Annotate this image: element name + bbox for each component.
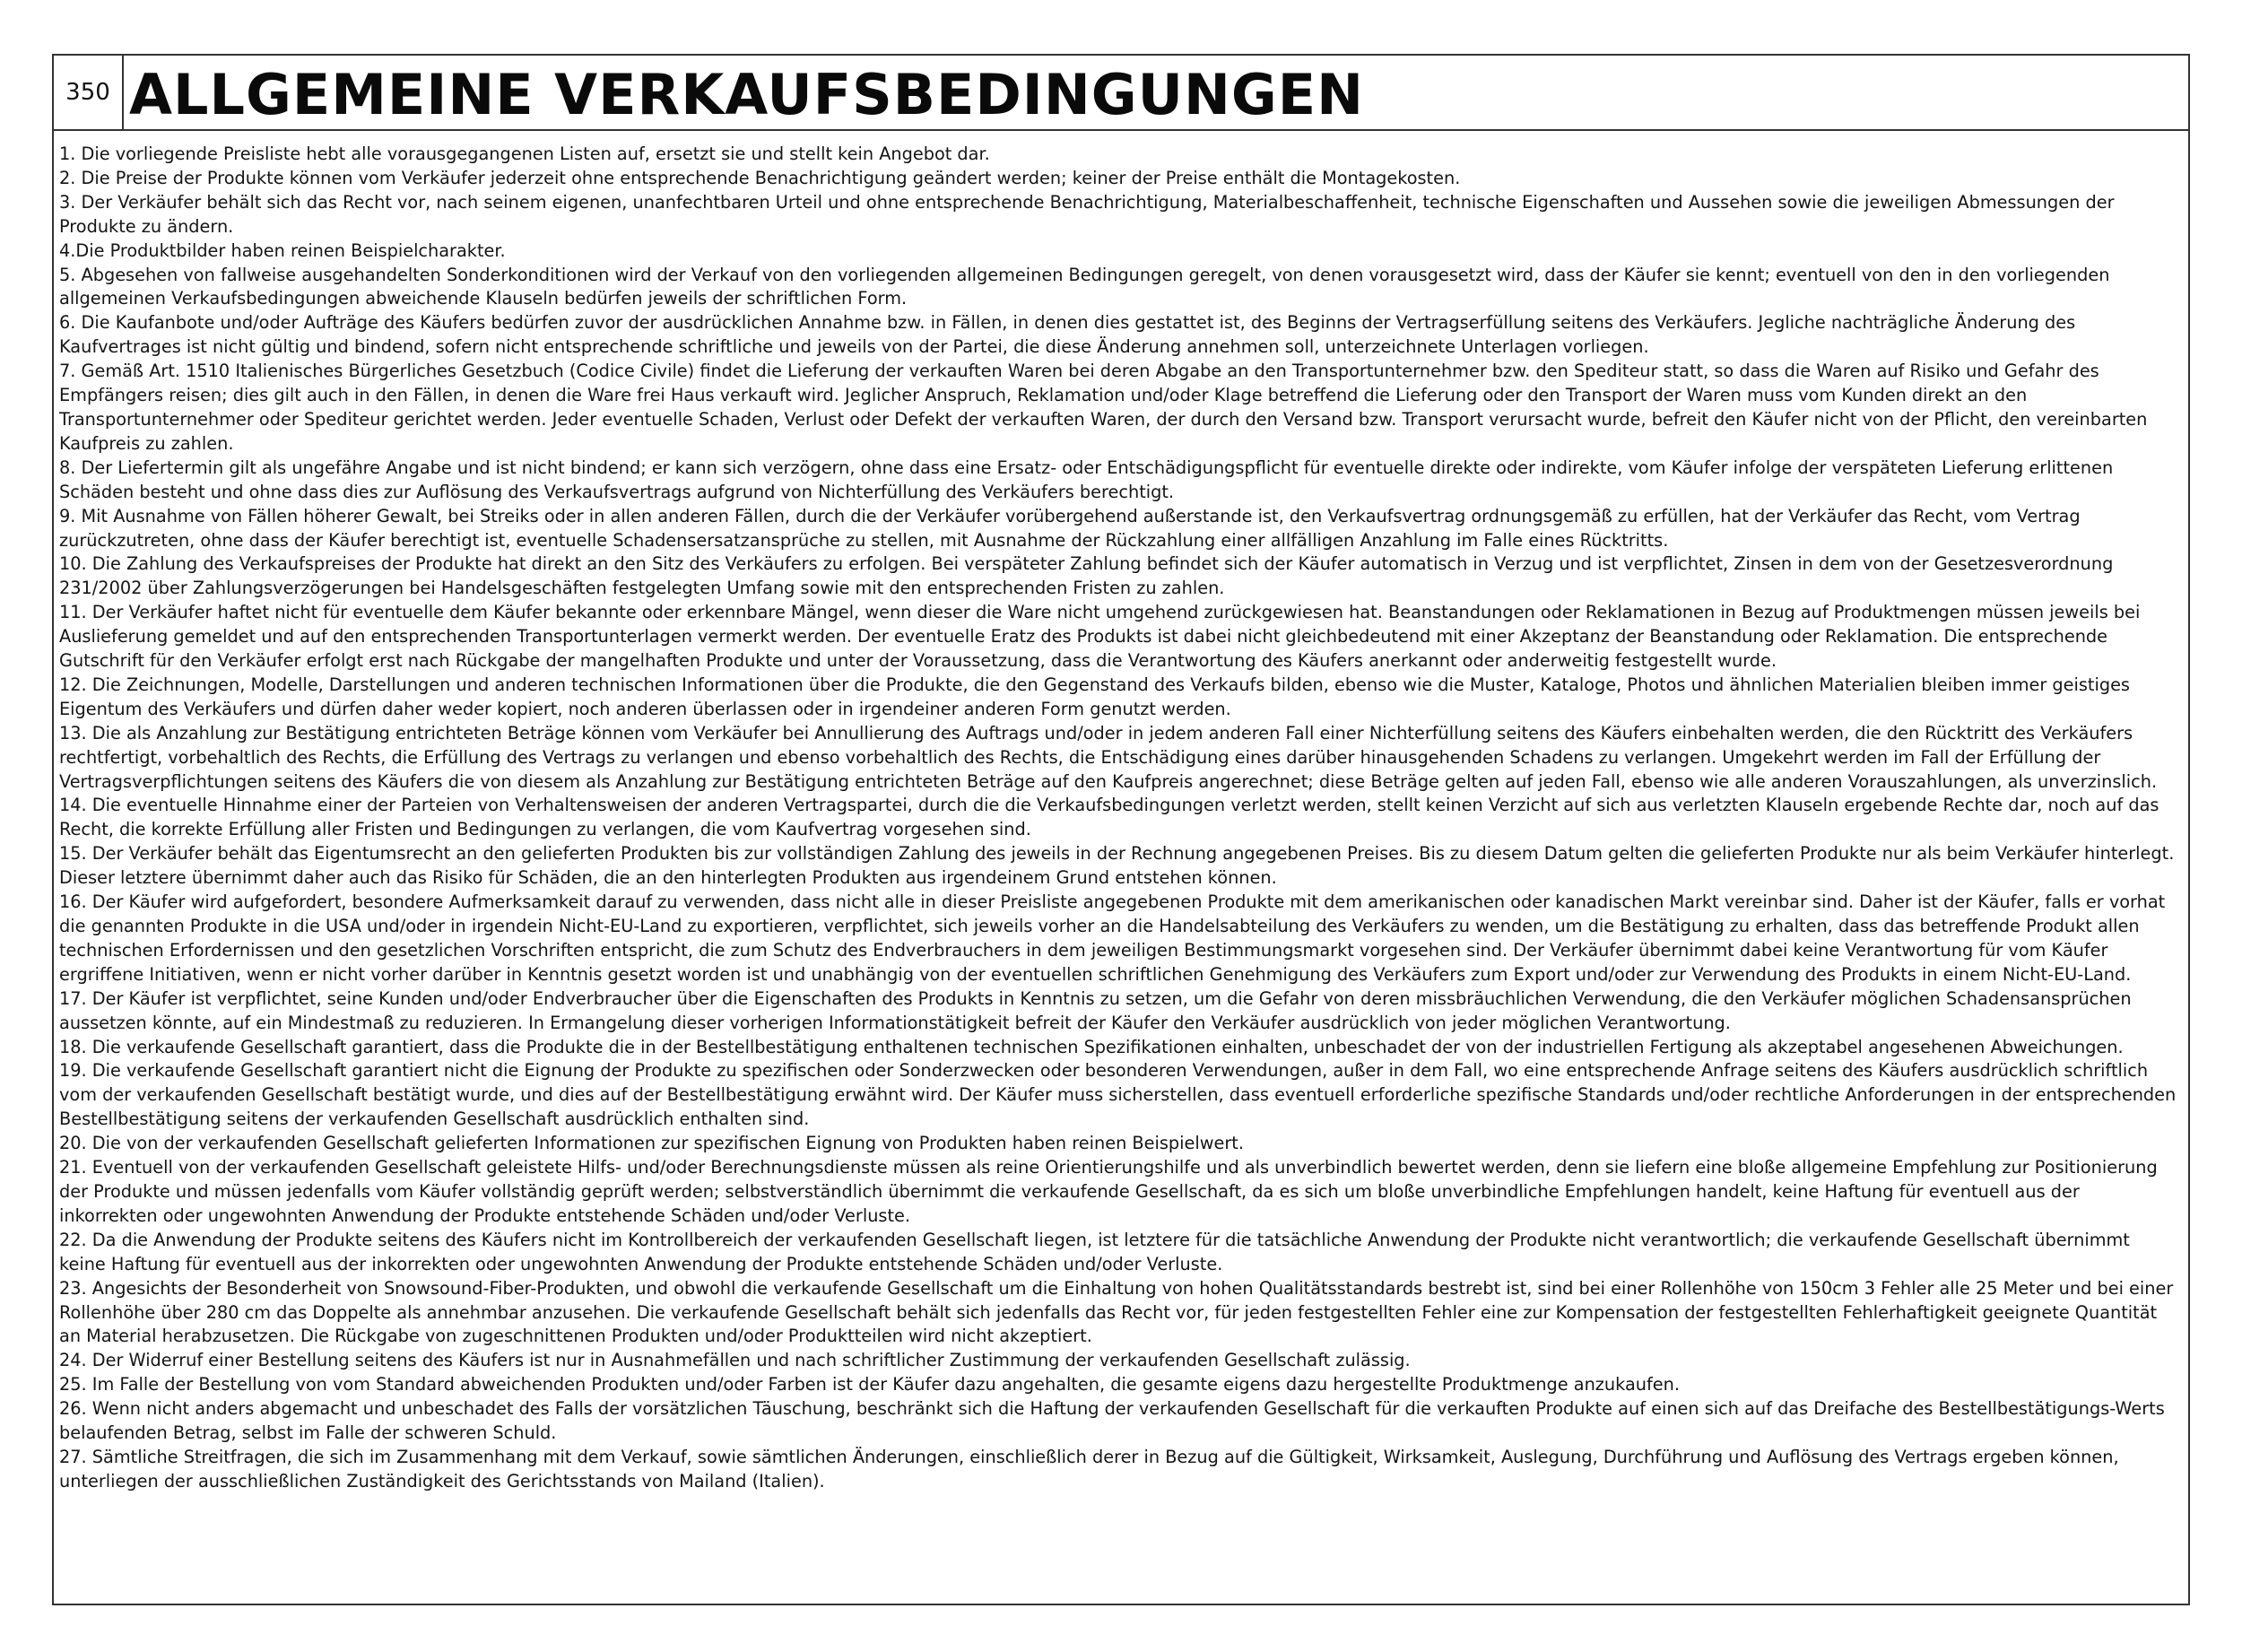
term-item: 21. Eventuell von der verkaufenden Gesellschaft geleistete Hilfs- und/oder Berechnungsdienste müssen als reine Orientierungshilfe und als unverbindlich bewertet werden, denn sie liefern eine bloße allgemeine Empfehlung zur Positionierung der Produkte und müssen jedenfalls vom Käufer vollständig geprüft werden; selbstverständlich übernimmt die verkaufende Gesellschaft, da es sich um bloße unverbindliche Empfehlungen handelt, keine Haftung für eventuell aus der inkorrekten oder ungewohnten Anwendung der Produkte entstehende Schäden und/oder Verluste. xyxy=(59,1157,2158,1226)
term-item: 4.Die Produktbilder haben reinen Beispielcharakter. xyxy=(59,239,506,261)
term-item: 18. Die verkaufende Gesellschaft garantiert, dass die Produkte die in der Bestellbestätigung enthaltenen technischen Spezifikationen einhalten, unbeschadet der von der industriellen Fertigung als akzeptabel angesehenen Abweichungen. xyxy=(59,1036,2124,1057)
page-number: 350 xyxy=(54,56,124,129)
terms-frame xyxy=(52,54,2190,1605)
term-item: 12. Die Zeichnungen, Modelle, Darstellungen und anderen technischen Informationen über die Produkte, die den Gegenstand des Verkaufs bilden, ebenso wie die Muster, Kataloge, Photos und ähnlichen Materialien bleiben immer geistiges Eigentum des Verkäufers und dürfen daher weder kopiert, noch anderen überlassen oder in irgendeiner anderen Form genutzt werden. xyxy=(59,674,2130,719)
term-item: 14. Die eventuelle Hinnahme einer der Parteien von Verhaltensweisen der anderen Vertragspartei, durch die die Verkaufsbedingungen verletzt werden, stellt keinen Verzicht auf sich aus verletzten Klauseln ergebende Rechte dar, noch auf das Recht, die korrekte Erfüllung aller Fristen und Bedingungen zu verlangen, die vom Kaufvertrag vorgesehen sind. xyxy=(59,795,2159,840)
term-item: 25. Im Falle der Bestellung von vom Standard abweichenden Produkten und/oder Farben ist der Käufer dazu angehalten, die gesamte eigens dazu hergestellte Produktmenge anzukaufen. xyxy=(59,1374,1681,1396)
term-item: 8. Der Liefertermin gilt als ungefähre Angabe und ist nicht bindend; er kann sich verzögern, ohne dass eine Ersatz- oder Entschädigungspflicht für eventuelle direkte oder indirekte, vom Käufer infolge der verspäteten Lieferung erlittenen Schäden besteht und ohne dass dies zur Auflösung des Verkaufsvertrags aufgrund von Nichterfüllung des Verkäufers berechtigt. xyxy=(59,456,2114,502)
terms-list xyxy=(59,143,2181,1494)
term-item: 22. Da die Anwendung der Produkte seitens des Käufers nicht im Kontrollbereich der verkaufenden Gesellschaft liegen, ist letztere für die tatsächliche Anwendung der Produkte nicht verantwortlich; die verkaufende Gesellschaft übernimmt keine Haftung für eventuell aus der inkorrekten oder ungewohnten Anwendung der Produkte entstehende Schäden und/oder Verluste. xyxy=(59,1229,2130,1274)
term-item: 5. Abgesehen von fallweise ausgehandelten Sonderkonditionen wird der Verkauf von den vorliegenden allgemeinen Bedingungen geregelt, von denen vorausgesetzt wird, dass der Käufer sie kennt; eventuell von den in den vorliegenden allgemeinen Verkaufsbedingungen abweichende Klauseln bedürfen jeweils der schriftlichen Form. xyxy=(59,264,2110,309)
term-item: 26. Wenn nicht anders abgemacht und unbeschadet des Falls der vorsätzlichen Täuschung, beschränkt sich die Haftung der verkaufenden Gesellschaft für die verkauften Produkte auf einen sich auf das Dreifache des Bestellbestätigungs-Werts belaufenden Betrag, selbst im Falle der schweren Schuld. xyxy=(59,1398,2165,1444)
term-item: 7. Gemäß Art. 1510 Italienisches Bürgerliches Gesetzbuch (Codice Civile) findet die Lieferung der verkauften Waren bei deren Abgabe an den Transportunternehmer bzw. den Spediteur statt, so dass die Waren auf Risiko und Gefahr des Empfängers reisen; dies gilt auch in den Fällen, in denen die Ware frei Haus verkauft wird. Jeglicher Anspruch, Reklamation und/oder Klage betreffend die Lieferung oder den Transport der Waren muss vom Kunden direkt an den Transportunternehmer oder Spediteur gerichtet werden. Jeder eventuelle Schaden, Verlust oder Defekt der verkauften Waren, der durch den Versand bzw. Transport verursacht wurde, befreit den Käufer nicht von der Pflicht, den vereinbarten Kaufpreis zu zahlen. xyxy=(59,361,2148,454)
term-item: 27. Sämtliche Streitfragen, die sich im Zusammenhang mit dem Verkauf, sowie sämtlichen Änderungen, einschließlich derer in Bezug auf die Gültigkeit, Wirksamkeit, Auslegung, Durchführung und Auflösung des Vertrags ergeben können, unterliegen der ausschließlichen Zuständigkeit des Gerichtsstands von Mailand (Italien). xyxy=(59,1446,2119,1491)
term-item: 23. Angesichts der Besonderheit von Snowsound-Fiber-Produkten, und obwohl die verkaufende Gesellschaft um die Einhaltung von hohen Qualitätsstandards bestrebt ist, sind bei einer Rollenhöhe von 150cm 3 Fehler alle 25 Meter und bei einer Rollenhöhe über 280 cm das Doppelte als annehmbar anzusehen. Die verkaufende Gesellschaft behält sich jedenfalls das Recht vor, für jeden festgestellten Fehler eine zur Kompensation der festgestellten Fehlerhaftigkeit geeignete Quantität an Material herabzusetzen. Die Rückgabe von zugeschnittenen Produkten und/oder Produktteilen wird nicht akzeptiert. xyxy=(59,1277,2174,1347)
term-item: 6. Die Kaufanbote und/oder Aufträge des Käufers bedürfen zuvor der ausdrücklichen Annahme bzw. in Fällen, in denen dies gestattet ist, des Beginns der Vertragserfüllung seitens des Verkäufers. Jegliche nachträgliche Änderung des Kaufvertrages ist nicht gültig und bindend, sofern nicht entsprechende schriftliche und jeweils von der Partei, die diese Änderung annehmen soll, unterzeichnete Unterlagen vorliegen. xyxy=(59,312,2076,358)
term-item: 1. Die vorliegende Preisliste hebt alle vorausgegangenen Listen auf, ersetzt sie und stellt kein Angebot dar. xyxy=(59,143,990,164)
term-item: 9. Mit Ausnahme von Fällen höherer Gewalt, bei Streiks oder in allen anderen Fällen, durch die der Verkäufer vorübergehend außerstande ist, den Verkaufsvertrag ordnungsgemäß zu erfüllen, hat der Verkäufer das Recht, vom Vertrag zurückzutreten, ohne dass der Käufer berechtigt ist, eventuelle Schadensersatzansprüche zu stellen, mit Ausnahme der Rückzahlung einer allfälligen Anzahlung im Falle eines Rücktritts. xyxy=(59,505,2081,551)
page-title: ALLGEMEINE VERKAUFSBEDINGUNGEN xyxy=(129,62,1365,127)
term-item: 13. Die als Anzahlung zur Bestätigung entrichteten Beträge können vom Verkäufer bei Annullierung des Auftrags und/oder in jedem anderen Fall einer Nichterfüllung seitens des Käufers einbehalten werden, die den Rücktritt des Verkäufers rechtfertigt, vorbehaltlich des Rechts, die Erfüllung des Vertrags zu verlangen und ebenso vorbehaltlich des Rechts, die Entschädigung eines darüber hinausgehenden Schadens zu verlangen. Umgekehrt werden im Fall der Erfüllung der Vertragsverpflichtungen seitens des Käufers die von diesem als Anzahlung zur Bestätigung entrichteten Beträge auf den Kaufpreis angerechnet; diese Beträge gelten auf jeden Fall, ebenso wie alle anderen Vorauszahlungen, als unverzinslich. xyxy=(59,722,2158,792)
term-item: 17. Der Käufer ist verpflichtet, seine Kunden und/oder Endverbraucher über die Eigenschaften des Produkts in Kenntnis zu setzen, um die Gefahr von deren missbräuchlichen Verwendung, die den Verkäufer möglichen Schadensansprüchen aussetzen könnte, auf ein Mindestmaß zu reduzieren. In Ermangelung dieser vorherigen Informationstätigkeit befreit der Käufer den Verkäufer ausdrücklich von jeder möglichen Verantwortung. xyxy=(59,987,2132,1033)
term-item: 2. Die Preise der Produkte können vom Verkäufer jederzeit ohne entsprechende Benachrichtigung geändert werden; keiner der Preise enthält die Montagekosten. xyxy=(59,167,1461,188)
term-item: 10. Die Zahlung des Verkaufspreises der Produkte hat direkt an den Sitz des Verkäufers zu erfolgen. Bei verspäteter Zahlung befindet sich der Käufer automatisch in Verzug und ist verpflichtet, Zinsen in dem von der Gesetzesverordnung 231/2002 über Zahlungsverzögerungen bei Handelsgeschäften festgelegten Umfang sowie mit den entsprechenden Fristen zu zahlen. xyxy=(59,553,2114,599)
term-item: 11. Der Verkäufer haftet nicht für eventuelle dem Käufer bekannte oder erkennbare Mängel, wenn dieser die Ware nicht umgehend zurückgewiesen hat. Beanstandungen oder Reklamationen in Bezug auf Produktmengen müssen jeweils bei Auslieferung gemeldet und auf den entsprechenden Transportunterlagen vermerkt werden. Der eventuelle Eratz des Produkts ist dabei nicht gleichbedeutend mit einer Akzeptanz der Beanstandung oder Reklamation. Die entsprechende Gutschrift für den Verkäufer erfolgt erst nach Rückgabe der mangelhaften Produkte und unter der Voraussetzung, dass die Verantwortung des Käufers anerkannt oder anderweitig festgestellt wurde. xyxy=(59,602,2141,672)
term-item: 19. Die verkaufende Gesellschaft garantiert nicht die Eignung der Produkte zu spezifischen oder Sonderzwecken oder besonderen Verwendungen, außer in dem Fall, wo eine entsprechende Anfrage seitens des Käufers ausdrücklich schriftlich vom der verkaufenden Gesellschaft bestätigt wurde, und dies auf der Bestellbestätigung erwähnt wird. Der Käufer muss sicherstellen, dass eventuell erforderliche spezifische Standards und/oder rechtliche Anforderungen in der entsprechenden Bestellbestätigung seitens der verkaufenden Gesellschaft ausdrücklich enthalten sind. xyxy=(59,1060,2177,1130)
header xyxy=(54,56,2188,131)
term-item: 15. Der Verkäufer behält das Eigentumsrecht an den gelieferten Produkten bis zur vollständigen Zahlung des jeweils in der Rechnung angegebenen Preises. Bis zu diesem Datum gelten die gelieferten Produkte nur als beim Verkäufer hinterlegt. Dieser letztere übernimmt daher auch das Risiko für Schäden, die an den hinterlegten Produkten aus irgendeinem Grund entstehen können. xyxy=(59,843,2175,889)
term-item: 24. Der Widerruf einer Bestellung seitens des Käufers ist nur in Ausnahmefällen und nach schriftlicher Zustimmung der verkaufenden Gesellschaft zulässig. xyxy=(59,1350,1411,1371)
term-item: 3. Der Verkäufer behält sich das Recht vor, nach seinem eigenen, unanfechtbaren Urteil und ohne entsprechende Benachrichtigung, Materialbeschaffenheit, technische Eigenschaften und Aussehen sowie die jeweiligen Abmessungen der Produkte zu ändern. xyxy=(59,191,2115,237)
term-item: 16. Der Käufer wird aufgefordert, besondere Aufmerksamkeit darauf zu verwenden, dass nicht alle in dieser Preisliste angegebenen Produkte mit dem amerikanischen oder kanadischen Markt vereinbar sind. Daher ist der Käufer, falls er vorhat die genannten Produkte in die USA und/oder in irgendein Nicht-EU-Land zu exportieren, verpflichtet, sich jeweils vorher an die Handelsabteilung des Verkäufers zu wenden, um die Bestätigung zu erhalten, dass das betreffende Produkt allen technischen Erfordernissen und den gesetzlichen Vorschriften entspricht, die zum Schutz des Endverbrauchers in dem jeweiligen Bestimmungsmarkt vorgesehen sind. Der Verkäufer übernimmt dabei keine Verantwortung für vom Käufer ergriffene Initiativen, wenn er nicht vorher darüber in Kenntnis gesetzt worden ist und unabhängig von der eventuellen schriftlichen Genehmigung des Verkäufers zum Export und/oder zur Verwendung des Produkts in einem Nicht-EU-Land. xyxy=(59,891,2166,985)
term-item: 20. Die von der verkaufenden Gesellschaft gelieferten Informationen zur spezifischen Eignung von Produkten haben reinen Beispielwert. xyxy=(59,1133,1244,1154)
